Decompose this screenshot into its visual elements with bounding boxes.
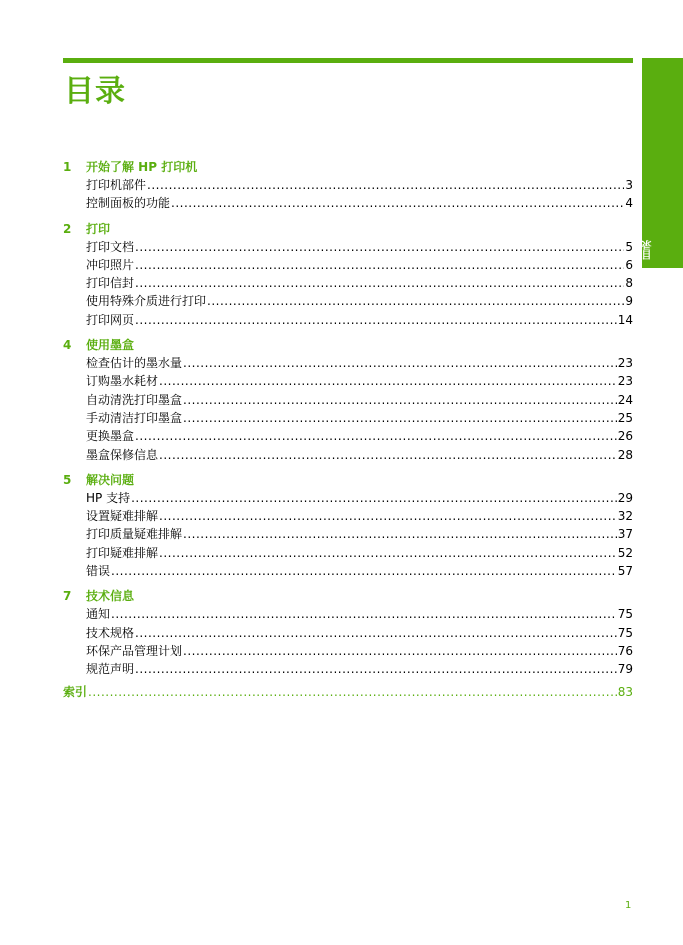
entry-page: 32 [617,509,633,524]
chapter-heading[interactable] [63,471,633,489]
index-page: 83 [617,684,633,699]
dot-leader [183,391,617,409]
toc-entry[interactable] [86,391,633,409]
chapter-number: 5 [63,472,72,487]
dot-leader [207,292,624,310]
entry-title: 打印机部件 [86,178,147,192]
page-number: 1 [625,900,632,911]
entry-title: 技术规格 [86,625,135,640]
entry-page: 29 [617,490,633,505]
chapter-title: 开始了解 HP 打印机 [86,160,198,174]
entry-page: 5 [625,239,633,254]
toc-entry[interactable] [86,256,633,274]
dot-leader [159,544,617,562]
entry-title: 打印文档 [86,239,135,254]
dot-leader [183,525,617,543]
dot-leader [183,354,617,372]
dot-leader [135,427,617,445]
chapter [63,336,633,464]
entry-page: 26 [617,429,633,444]
entry-title: 更换墨盒 [86,429,135,444]
chapter [63,158,633,213]
chapter-number: 7 [63,589,72,604]
index-title: 索引 [63,684,88,699]
toc-entry[interactable] [86,660,633,678]
chapter-heading[interactable] [63,158,633,176]
dot-leader [159,507,617,525]
chapter-title: 使用墨盒 [86,338,135,353]
dot-leader [135,624,617,642]
chapter-title: 技术信息 [86,589,135,604]
chapter-number: 2 [63,221,72,236]
dot-leader [135,311,617,329]
dot-leader [135,256,624,274]
entry-title: 打印疑难排解 [86,545,159,560]
toc-entry[interactable] [86,562,633,580]
side-tab-label: 目录 [643,240,654,260]
index-entry[interactable] [63,683,633,701]
toc-entry[interactable] [86,354,633,372]
toc-entry[interactable] [86,446,633,464]
dot-leader [131,489,617,507]
entry-page: 6 [625,257,633,272]
chapter-heading[interactable] [63,220,633,238]
toc-entry[interactable] [86,176,633,194]
entry-page: 9 [625,294,633,309]
entry-page: 4 [625,196,633,211]
entry-page: 14 [617,312,633,327]
chapter [63,220,633,329]
toc-entry[interactable] [86,194,633,212]
page-title: 目录 [64,74,126,109]
entry-page: 24 [617,392,633,407]
entry-title: 墨盒保修信息 [86,447,159,462]
toc-entry[interactable] [86,642,633,660]
dot-leader [171,194,624,212]
dot-leader [135,274,624,292]
dot-leader [111,562,617,580]
entry-title: 设置疑难排解 [86,509,159,524]
top-rule [63,58,633,63]
entry-title: 打印质量疑难排解 [86,527,183,542]
chapter-number: 1 [63,160,72,174]
entry-title: 检查估计的墨水量 [86,356,183,371]
entry-title: 错误 [86,564,111,579]
entry-page: 75 [617,625,633,640]
entry-page: 79 [617,662,633,677]
dot-leader [159,372,617,390]
entry-title: 通知 [86,607,111,622]
entry-title: 打印信封 [86,276,135,291]
entry-title: 控制面板的功能 [86,196,171,211]
chapter-title: 打印 [86,221,111,236]
entry-page: 37 [617,527,633,542]
dot-leader [135,660,617,678]
dot-leader [159,446,617,464]
chapter-number: 4 [63,338,72,353]
entry-page: 75 [617,607,633,622]
entry-title: 使用特殊介质进行打印 [86,294,207,309]
toc-entry[interactable] [86,624,633,642]
toc-entry[interactable] [86,507,633,525]
entry-page: 76 [617,643,633,658]
entry-title: 打印网页 [86,312,135,327]
dot-leader [135,238,624,256]
toc-entry[interactable] [86,311,633,329]
toc-entry[interactable] [86,489,633,507]
toc-entry[interactable] [86,525,633,543]
dot-leader [88,683,617,701]
entry-title: 规范声明 [86,662,135,677]
entry-page: 23 [617,356,633,371]
entry-page: 23 [617,374,633,389]
chapter-heading[interactable] [63,587,633,605]
entry-title: 自动清洗打印墨盒 [86,392,183,407]
entry-page: 3 [625,178,633,192]
table-of-contents [63,158,633,701]
toc-entry[interactable] [86,427,633,445]
entry-title: 手动清洁打印墨盒 [86,410,183,425]
dot-leader [147,176,624,194]
entry-page: 25 [617,410,633,425]
chapter-title: 解决问题 [86,472,135,487]
chapter-heading[interactable] [63,336,633,354]
entry-page: 52 [617,545,633,560]
entry-title: 冲印照片 [86,257,135,272]
side-tab [642,58,683,268]
dot-leader [183,409,617,427]
toc-entry[interactable] [86,544,633,562]
entry-title: HP 支持 [86,490,131,505]
entry-page: 8 [625,276,633,291]
dot-leader [111,605,617,623]
toc-entry[interactable] [86,409,633,427]
dot-leader [183,642,617,660]
entry-title: 订购墨水耗材 [86,374,159,389]
toc-entry[interactable] [86,274,633,292]
entry-title: 环保产品管理计划 [86,643,183,658]
toc-entry[interactable] [86,605,633,623]
entry-page: 28 [617,447,633,462]
entry-page: 57 [617,564,633,579]
toc-entry[interactable] [86,292,633,310]
chapter [63,471,633,580]
toc-entry[interactable] [86,372,633,390]
toc-entry[interactable] [86,238,633,256]
chapter [63,587,633,678]
